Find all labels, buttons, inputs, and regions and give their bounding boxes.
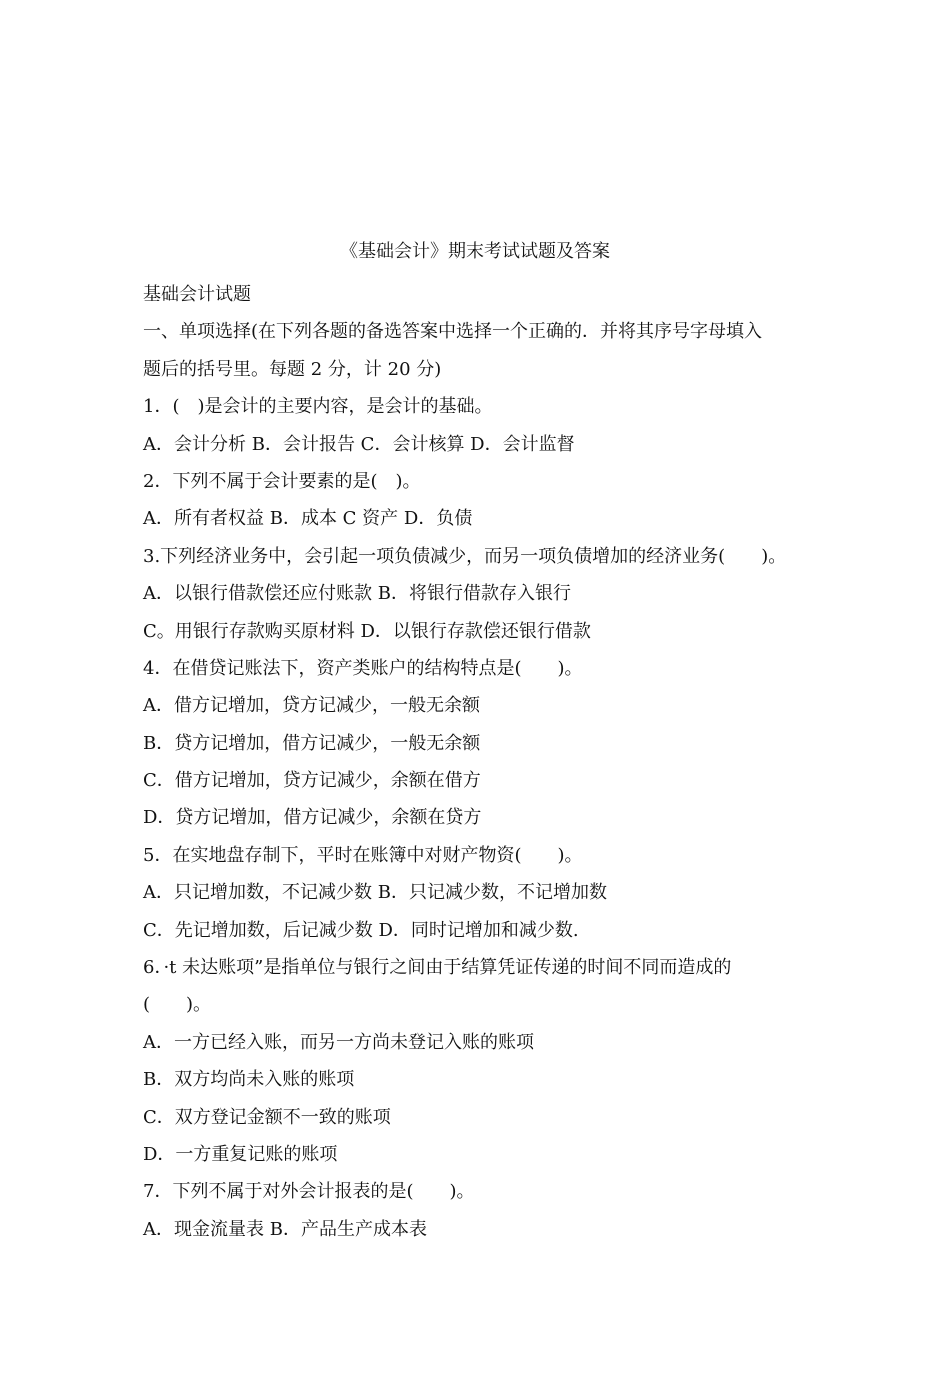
question-4-option-c: C．借方记增加，贷方记减少，余额在借方 xyxy=(143,770,481,792)
section-heading: 基础会计试题 xyxy=(143,284,251,305)
document-title: 《基础会计》期末考试试题及答案 xyxy=(340,241,610,262)
question-6: 6．·t 未达账项”是指单位与银行之间由于结算凭证传递的时间不同而造成的 xyxy=(143,957,732,979)
question-6-continued: ( )。 xyxy=(143,994,212,1016)
instructions-line-1: 一、单项选择(在下列各题的备选答案中选择一个正确的．并将其序号字母填入 xyxy=(143,321,763,343)
question-4-option-b: B．贷方记增加，借方记减少，一般无余额 xyxy=(143,732,481,754)
question-1: 1．( )是会计的主要内容，是会计的基础。 xyxy=(143,396,493,418)
question-6-option-a: A．一方已经入账，而另一方尚未登记入账的账项 xyxy=(143,1031,534,1053)
question-6-option-b: B．双方均尚未入账的账项 xyxy=(143,1069,355,1091)
question-3-options-cd: C。用银行存款购买原材料 D．以银行存款偿还银行借款 xyxy=(143,620,591,642)
question-3: 3.下列经济业务中，会引起一项负债减少，而另一项负债增加的经济业务( )。 xyxy=(143,545,787,567)
question-2-options: A．所有者权益 B．成本 C 资产 D．负债 xyxy=(143,508,473,530)
question-4-option-d: D．贷方记增加，借方记减少，余额在贷方 xyxy=(143,807,482,829)
question-7: 7．下列不属于对外会计报表的是( )。 xyxy=(143,1181,475,1203)
question-4: 4．在借贷记账法下，资产类账户的结构特点是( )。 xyxy=(143,657,583,679)
question-3-options-ab: A．以银行借款偿还应付账款 B．将银行借款存入银行 xyxy=(143,583,571,605)
question-2: 2．下列不属于会计要素的是( )。 xyxy=(143,470,421,492)
question-5: 5．在实地盘存制下，平时在账簿中对财产物资( )。 xyxy=(143,844,583,866)
question-6-option-d: D．一方重复记账的账项 xyxy=(143,1143,338,1165)
question-1-options: A．会计分析 B．会计报告 C．会计核算 D．会计监督 xyxy=(143,433,575,455)
question-4-option-a: A．借方记增加，贷方记减少，一般无余额 xyxy=(143,695,480,717)
question-5-options-ab: A．只记增加数，不记减少数 B．只记减少数，不记增加数 xyxy=(143,882,607,904)
question-5-options-cd: C．先记增加数，后记减少数 D．同时记增加和减少数. xyxy=(143,919,579,941)
document-body xyxy=(143,276,823,1248)
question-6-option-c: C．双方登记金额不一致的账项 xyxy=(143,1106,391,1128)
instructions-line-2: 题后的括号里。每题 2 分，计 20 分) xyxy=(143,358,442,380)
question-7-options: A．现金流量表 B．产品生产成本表 xyxy=(143,1218,427,1240)
